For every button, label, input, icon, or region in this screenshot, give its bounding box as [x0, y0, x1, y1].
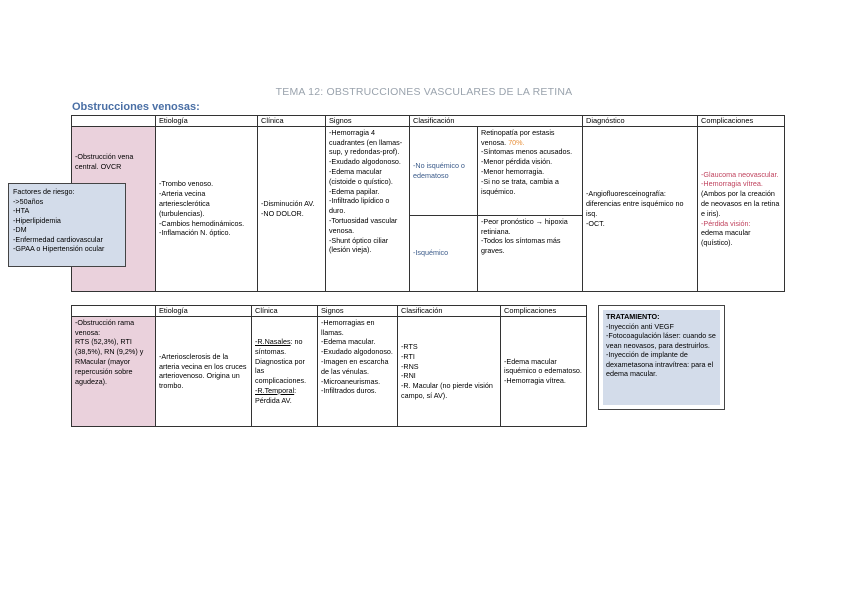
table-central-vein — [71, 115, 785, 292]
treatment-box — [598, 305, 725, 410]
cell-signos: -Hemorragias en llamas. -Edema macular. -Exudado algodonoso. -Imagen en escarcha de las vénulas. -Microaneurismas. -Infiltrados duros. — [318, 316, 398, 426]
list-item: -Fotocoagulación láser: cuando se vean neovasos, para destruirlos. — [606, 331, 716, 350]
header-complicaciones: Complicaciones — [698, 116, 785, 127]
list-item: -HTA — [13, 206, 30, 215]
cell-no-isquemico: -No isquémico o edematoso — [410, 126, 478, 215]
list-item: -Inyección anti VEGF — [606, 321, 674, 331]
header-clinica: Clínica — [258, 116, 326, 127]
table-branch-vein — [71, 305, 587, 427]
cell-complicaciones: -Glaucoma neovascular. -Hemorragia vítrea. (Ambos por la creación de neovasos en la retina e iris). -Pérdida visión: edema macular (quístico). — [698, 126, 785, 291]
cell-etiologia: -Arteriosclerosis de la arteria vecina en los cruces arteriovenoso. Origina un trombo. — [156, 316, 252, 426]
row-label-ovcr: -Obstrucción vena central. OVCR — [72, 126, 156, 291]
header-complicaciones: Complicaciones — [501, 306, 587, 317]
header-diagnostico: Diagnóstico — [583, 116, 698, 127]
cell-clinica: -Disminución AV. -NO DOLOR. — [258, 126, 326, 291]
cell-isquemico: -Isquémico — [410, 215, 478, 291]
header-signos: Signos — [326, 116, 410, 127]
row-label-orv: -Obstrucción rama venosa: RTS (52,3%), RTI (38,5%), RN (9,2%) y RMacular (mayor repercusión sobre agudeza). — [72, 316, 156, 426]
list-item: -Hiperlipidemia — [13, 215, 61, 225]
list-item: -Enfermedad cardiovascular — [13, 234, 103, 244]
cell-isquemico-desc: -Peor pronóstico → hipoxia retiniana. -Todos los síntomas más graves. — [478, 215, 583, 291]
header-etiologia: Etiología — [156, 116, 258, 127]
header-clasificacion: Clasificación — [410, 116, 583, 127]
table-row — [72, 316, 587, 426]
table-header-row — [72, 306, 587, 317]
cell-clinica: -R.Nasales: no síntomas. Diagnostica por las complicaciones. -R.Temporal: Pérdida AV. — [252, 316, 318, 426]
treatment-title: TRATAMIENTO: — [606, 312, 660, 321]
cell-clasificacion: -RTS -RTI -RNS -RNI -R. Macular (no pierde visión campo, sí AV). — [398, 316, 501, 426]
risk-factors-title: Factores de riesgo: — [13, 187, 75, 196]
cell-complicaciones: -Edema macular isquémico o edematoso. -Hemorragia vítrea. — [501, 316, 587, 426]
cell-no-isquemico-desc: Retinopatía por estasis venosa. 70%. -Síntomas menos acusados. -Menor pérdida visión. -Menor hemorragia. -Si no se trata, cambia a isquémico. — [478, 126, 583, 215]
list-item: ->50años — [13, 196, 44, 206]
header-signos: Signos — [318, 306, 398, 317]
section-subtitle: Obstrucciones venosas: — [72, 101, 200, 113]
list-item: -DM — [13, 225, 27, 234]
cell-signos: -Hemorragia 4 cuadrantes (en llamas-sup, y redondas-prof). -Exudado algodonoso. -Edema macular (cistoide o quístico). -Edema papilar. -Infiltrado lipídico o duro. -Tortuosidad vascular venosa. -Shunt óptico ciliar (lesión vieja). — [326, 126, 410, 291]
cell-etiologia: -Trombo venoso. -Arteria vecina arteriesclerótica (turbulencias). -Cambios hemodinámicos. -Inflamación N. óptico. — [156, 126, 258, 291]
list-item: -Inyección de implante de dexametasona intravítrea: para el edema macular. — [606, 350, 714, 378]
risk-factors-box — [8, 183, 126, 267]
percent-no-isquemico: 70%. — [508, 137, 525, 147]
treatment-content — [603, 310, 720, 405]
cell-diagnostico: -Angiofluoresceinografía: diferencias entre isquémico no isq. -OCT. — [583, 126, 698, 291]
header-clinica: Clínica — [252, 306, 318, 317]
header-clasificacion: Clasificación — [398, 306, 501, 317]
table-header-row — [72, 116, 785, 127]
header-etiologia: Etiología — [156, 306, 252, 317]
list-item: -GPAA o Hipertensión ocular — [13, 244, 105, 253]
table-row — [72, 126, 785, 215]
page-title: TEMA 12: OBSTRUCCIONES VASCULARES DE LA RETINA — [275, 86, 573, 98]
